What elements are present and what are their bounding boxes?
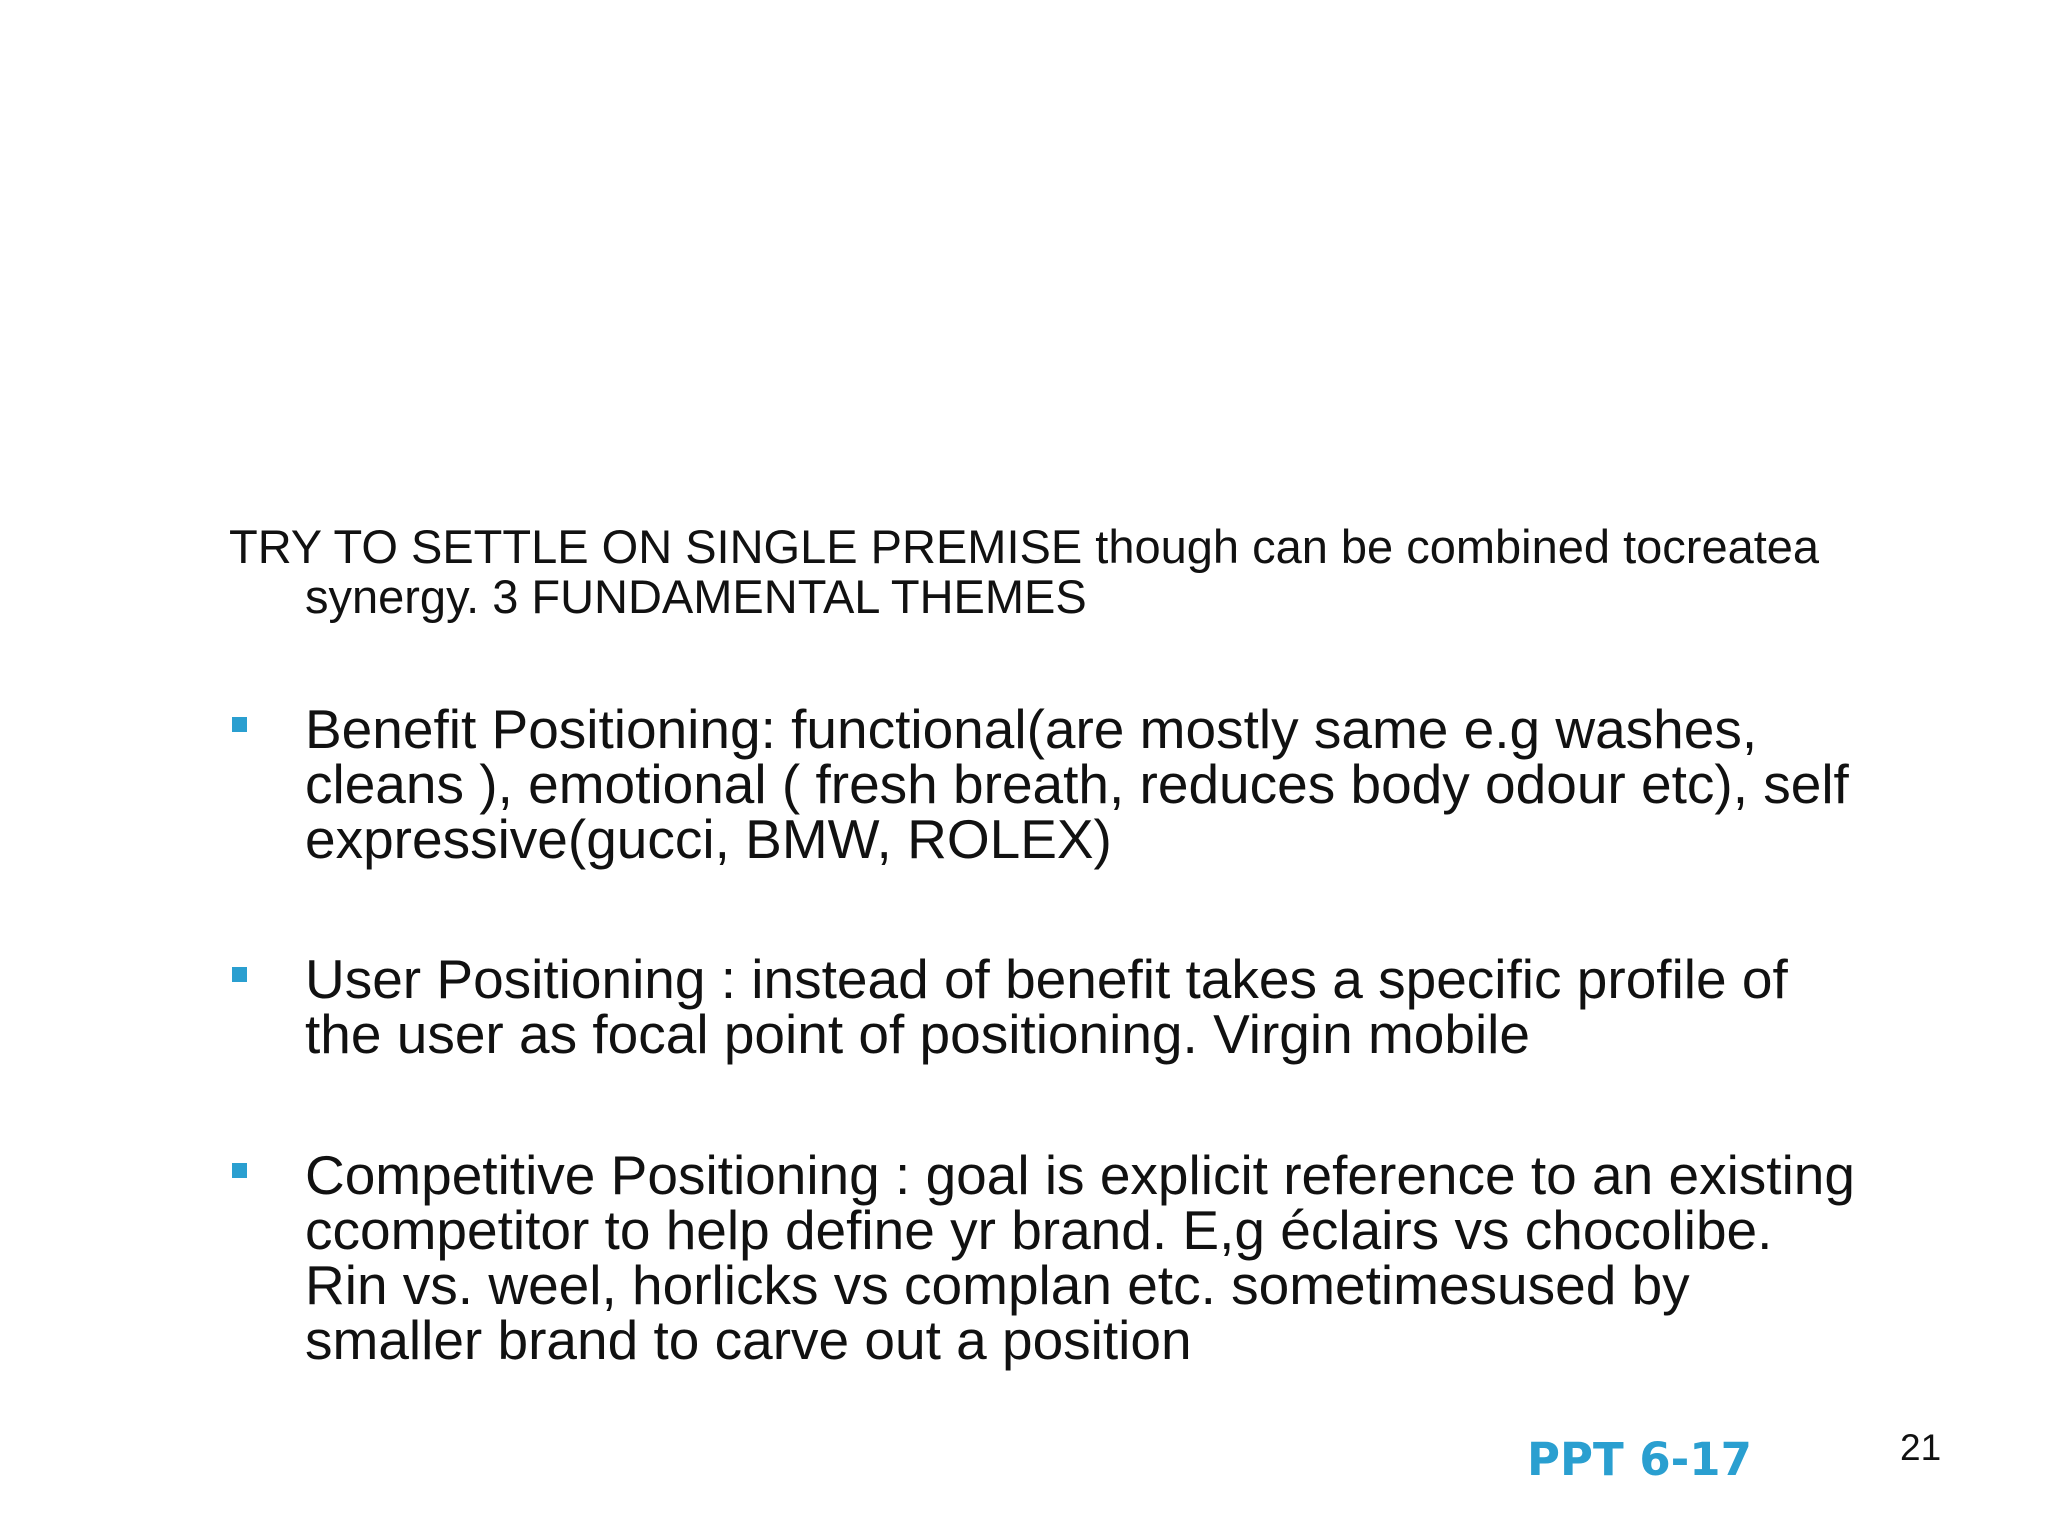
page-number: 21 xyxy=(1900,1427,1942,1468)
ppt-reference-label: PPT 6-17 xyxy=(1527,1433,1752,1486)
bullet-text: Benefit Positioning: functional(are mostly same e.g washes, cleans ), emotional ( fresh breath, reduces body odour etc), self expressive(gucci, BMW, ROLEX) xyxy=(305,698,1849,870)
bullet-text: User Positioning : instead of benefit takes a specific profile of the user as focal point of positioning. Virgin mobile xyxy=(305,948,1788,1065)
square-bullet-icon xyxy=(232,717,247,732)
bullet-benefit-positioning xyxy=(229,698,1869,870)
bullet-competitive-positioning xyxy=(229,1144,1869,1371)
bullet-user-positioning xyxy=(229,948,1869,1065)
square-bullet-icon xyxy=(232,967,247,982)
bullet-text: Competitive Positioning : goal is explicit reference to an existing ccompetitor to help define yr brand. E,g éclairs vs chocolibe. Rin vs. weel, horlicks vs complan etc. sometimesused by smaller brand to carve out a position xyxy=(305,1144,1855,1371)
intro-text: TRY TO SETTLE ON SINGLE PREMISE though can be combined tocreatea synergy. 3 FUNDAMENTAL THEMES xyxy=(229,520,1820,623)
square-bullet-icon xyxy=(232,1163,247,1178)
